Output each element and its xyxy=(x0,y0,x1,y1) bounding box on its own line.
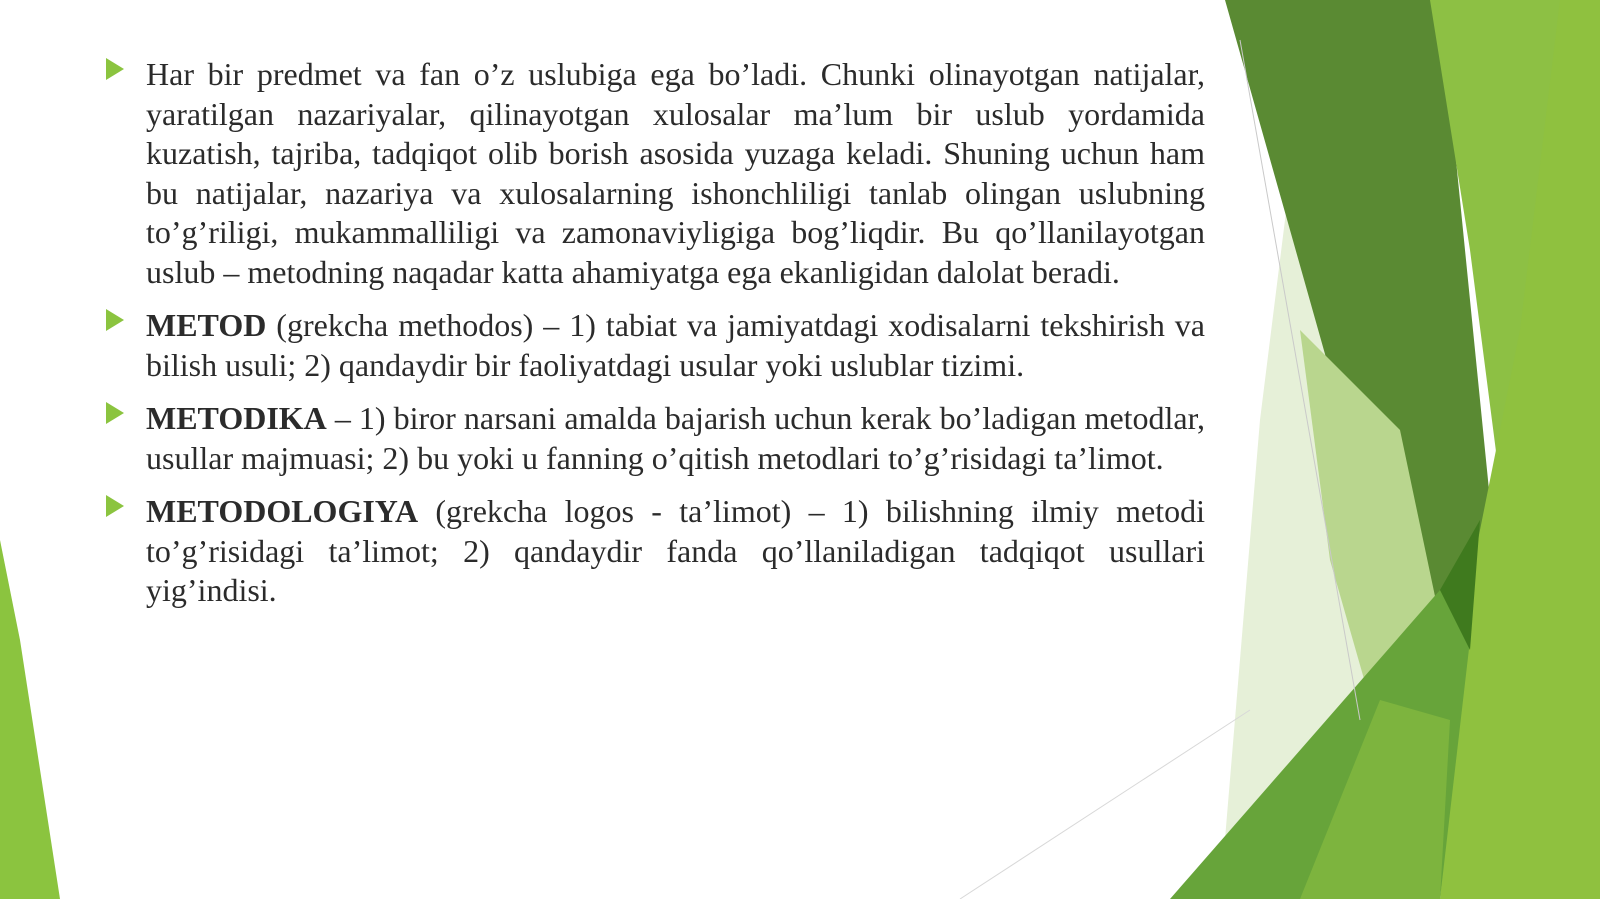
list-item xyxy=(100,399,1205,478)
bullet-body: (grekcha logos - ta’limot) – 1) bilishning ilmiy metodi to’g’risidagi ta’limot; 2) qandaydir fanda qo’llaniladigan tadqiqot usullari yig’indisi. xyxy=(146,493,1205,608)
bullet-term: METOD xyxy=(146,307,267,343)
bullet-text xyxy=(146,492,1205,611)
bullet-body: – 1) biror narsani amalda bajarish uchun kerak bo’ladigan metodlar, usullar majmuasi; 2) bu yoki u fanning o’qitish metodlari to’g’risidagi ta’limot. xyxy=(146,400,1205,476)
list-item xyxy=(100,55,1205,292)
deco-shape-left xyxy=(0,540,60,899)
triangle-right-icon xyxy=(100,399,146,439)
list-item xyxy=(100,492,1205,611)
bullet-term: METODIKA xyxy=(146,400,327,436)
bullet-text xyxy=(146,55,1205,292)
triangle-right-icon xyxy=(100,492,146,532)
bullet-body: Har bir predmet va fan o’z uslubiga ega bo’ladi. Chunki olinayotgan natijalar, yaratilgan nazariyalar, qilinayotgan xulosalar ma’lum bir uslub yordamida kuzatish, tajriba, tadqiqot olib borish asosida yuzaga keladi. Shuning uchun ham bu natijalar, nazariya va xulosalarning ishonchliligi tanlab olingan uslubning to’g’riligi, mukammalliligi va zamonaviyligiga bog’liqdir. Bu qo’llanilayotgan uslub – metodning naqadar katta ahamiyatga ega ekanligidan dalolat beradi. xyxy=(146,56,1205,290)
bullet-body: (grekcha methodos) – 1) tabiat va jamiyatdagi xodisalarni tekshirish va bilish usuli; 2) qandaydir bir faoliyatdagi usular yoki uslublar tizimi. xyxy=(146,307,1205,383)
bullet-text xyxy=(146,306,1205,385)
bullet-term: METODOLOGIYA xyxy=(146,493,419,529)
bullet-text xyxy=(146,399,1205,478)
bullet-list xyxy=(100,55,1205,625)
triangle-right-icon xyxy=(100,306,146,346)
list-item xyxy=(100,306,1205,385)
triangle-right-icon xyxy=(100,55,146,95)
